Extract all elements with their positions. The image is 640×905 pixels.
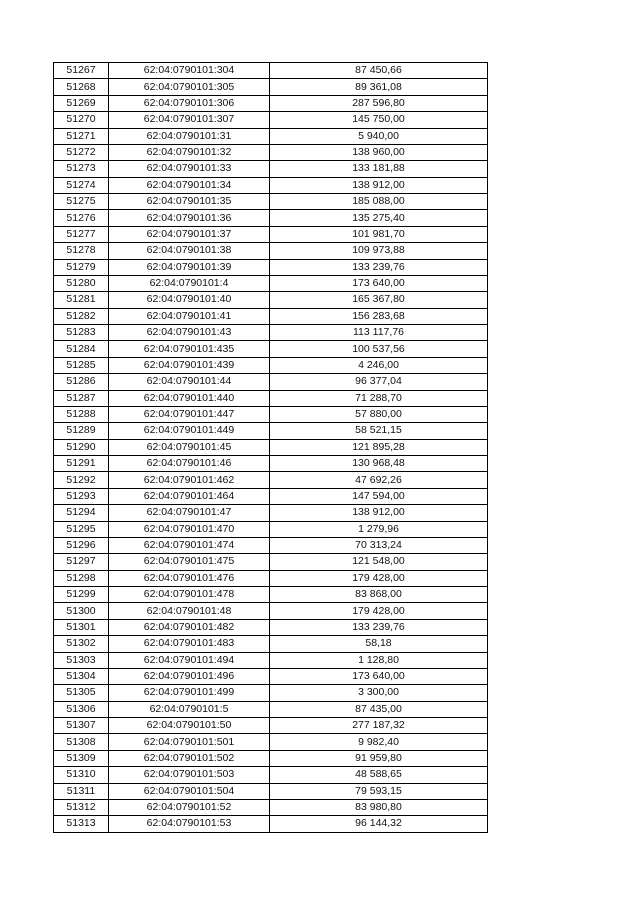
row-number-cell: 51271 [54,128,109,144]
cadastral-number-cell: 62:04:0790101:37 [109,226,270,242]
cadastral-number-cell: 62:04:0790101:34 [109,177,270,193]
row-number-cell: 51311 [54,783,109,799]
value-cell: 138 912,00 [270,505,488,521]
cadastral-number-cell: 62:04:0790101:504 [109,783,270,799]
value-cell: 133 239,76 [270,259,488,275]
row-number-cell: 51290 [54,439,109,455]
row-number-cell: 51299 [54,587,109,603]
row-number-cell: 51294 [54,505,109,521]
cadastral-number-cell: 62:04:0790101:499 [109,685,270,701]
row-number-cell: 51297 [54,554,109,570]
row-number-cell: 51310 [54,767,109,783]
table-row [54,79,488,95]
row-number-cell: 51280 [54,275,109,291]
value-cell: 83 980,80 [270,799,488,815]
value-cell: 135 275,40 [270,210,488,226]
row-number-cell: 51284 [54,341,109,357]
table-row [54,783,488,799]
value-cell: 133 239,76 [270,619,488,635]
table-row [54,619,488,635]
row-number-cell: 51306 [54,701,109,717]
row-number-cell: 51279 [54,259,109,275]
value-cell: 58,18 [270,636,488,652]
value-cell: 5 940,00 [270,128,488,144]
cadastral-number-cell: 62:04:0790101:38 [109,243,270,259]
row-number-cell: 51272 [54,144,109,160]
value-cell: 47 692,26 [270,472,488,488]
table-row [54,259,488,275]
value-cell: 185 088,00 [270,194,488,210]
table-row [54,505,488,521]
cadastral-number-cell: 62:04:0790101:464 [109,488,270,504]
table-row [54,406,488,422]
cadastral-number-cell: 62:04:0790101:474 [109,537,270,553]
value-cell: 48 588,65 [270,767,488,783]
cadastral-number-cell: 62:04:0790101:475 [109,554,270,570]
cadastral-number-cell: 62:04:0790101:483 [109,636,270,652]
cadastral-number-cell: 62:04:0790101:44 [109,374,270,390]
row-number-cell: 51283 [54,325,109,341]
table-row [54,668,488,684]
value-cell: 109 973,88 [270,243,488,259]
value-cell: 96 377,04 [270,374,488,390]
cadastral-number-cell: 62:04:0790101:48 [109,603,270,619]
row-number-cell: 51304 [54,668,109,684]
table-row [54,325,488,341]
value-cell: 57 880,00 [270,406,488,422]
cadastral-number-cell: 62:04:0790101:482 [109,619,270,635]
cadastral-number-cell: 62:04:0790101:435 [109,341,270,357]
cadastral-number-cell: 62:04:0790101:502 [109,750,270,766]
row-number-cell: 51276 [54,210,109,226]
value-cell: 83 868,00 [270,587,488,603]
cadastral-number-cell: 62:04:0790101:439 [109,357,270,373]
table-row [54,308,488,324]
value-cell: 113 117,76 [270,325,488,341]
row-number-cell: 51267 [54,63,109,79]
cadastral-number-cell: 62:04:0790101:496 [109,668,270,684]
table-row [54,701,488,717]
cadastral-number-cell: 62:04:0790101:47 [109,505,270,521]
value-cell: 70 313,24 [270,537,488,553]
cadastral-number-cell: 62:04:0790101:52 [109,799,270,815]
value-cell: 277 187,32 [270,718,488,734]
value-cell: 179 428,00 [270,603,488,619]
cadastral-number-cell: 62:04:0790101:40 [109,292,270,308]
cadastral-number-cell: 62:04:0790101:35 [109,194,270,210]
row-number-cell: 51286 [54,374,109,390]
value-cell: 89 361,08 [270,79,488,95]
table-row [54,816,488,832]
cadastral-number-cell: 62:04:0790101:41 [109,308,270,324]
value-cell: 287 596,80 [270,95,488,111]
row-number-cell: 51269 [54,95,109,111]
cadastral-value-table [53,62,488,833]
cadastral-number-cell: 62:04:0790101:4 [109,275,270,291]
table-row [54,488,488,504]
row-number-cell: 51278 [54,243,109,259]
cadastral-number-cell: 62:04:0790101:46 [109,456,270,472]
value-cell: 121 895,28 [270,439,488,455]
table-row [54,718,488,734]
table-row [54,390,488,406]
cadastral-number-cell: 62:04:0790101:304 [109,63,270,79]
value-cell: 96 144,32 [270,816,488,832]
cadastral-number-cell: 62:04:0790101:476 [109,570,270,586]
table-row [54,161,488,177]
table-row [54,423,488,439]
value-cell: 100 537,56 [270,341,488,357]
cadastral-number-cell: 62:04:0790101:306 [109,95,270,111]
table-row [54,472,488,488]
table-row [54,587,488,603]
cadastral-number-cell: 62:04:0790101:447 [109,406,270,422]
row-number-cell: 51303 [54,652,109,668]
cadastral-number-cell: 62:04:0790101:43 [109,325,270,341]
cadastral-number-cell: 62:04:0790101:478 [109,587,270,603]
value-cell: 87 450,66 [270,63,488,79]
table-row [54,226,488,242]
value-cell: 58 521,15 [270,423,488,439]
cadastral-number-cell: 62:04:0790101:53 [109,816,270,832]
table-row [54,128,488,144]
row-number-cell: 51298 [54,570,109,586]
table-row [54,570,488,586]
cadastral-number-cell: 62:04:0790101:50 [109,718,270,734]
row-number-cell: 51273 [54,161,109,177]
row-number-cell: 51307 [54,718,109,734]
table-row [54,357,488,373]
row-number-cell: 51281 [54,292,109,308]
table-row [54,554,488,570]
cadastral-number-cell: 62:04:0790101:36 [109,210,270,226]
table-row [54,374,488,390]
value-cell: 9 982,40 [270,734,488,750]
table-row [54,636,488,652]
cadastral-number-cell: 62:04:0790101:5 [109,701,270,717]
row-number-cell: 51292 [54,472,109,488]
table-row [54,243,488,259]
row-number-cell: 51289 [54,423,109,439]
row-number-cell: 51308 [54,734,109,750]
cadastral-number-cell: 62:04:0790101:440 [109,390,270,406]
cadastral-number-cell: 62:04:0790101:305 [109,79,270,95]
table-row [54,734,488,750]
cadastral-number-cell: 62:04:0790101:462 [109,472,270,488]
value-cell: 87 435,00 [270,701,488,717]
table-row [54,95,488,111]
row-number-cell: 51301 [54,619,109,635]
row-number-cell: 51313 [54,816,109,832]
row-number-cell: 51268 [54,79,109,95]
table-row [54,341,488,357]
cadastral-number-cell: 62:04:0790101:494 [109,652,270,668]
table-row [54,112,488,128]
row-number-cell: 51287 [54,390,109,406]
cadastral-number-cell: 62:04:0790101:503 [109,767,270,783]
cadastral-number-cell: 62:04:0790101:39 [109,259,270,275]
value-cell: 101 981,70 [270,226,488,242]
cadastral-number-cell: 62:04:0790101:470 [109,521,270,537]
table-row [54,194,488,210]
row-number-cell: 51275 [54,194,109,210]
cadastral-number-cell: 62:04:0790101:45 [109,439,270,455]
table-body [54,63,488,833]
row-number-cell: 51295 [54,521,109,537]
row-number-cell: 51274 [54,177,109,193]
cadastral-number-cell: 62:04:0790101:449 [109,423,270,439]
row-number-cell: 51305 [54,685,109,701]
table-row [54,275,488,291]
row-number-cell: 51288 [54,406,109,422]
table-row [54,144,488,160]
cadastral-number-cell: 62:04:0790101:32 [109,144,270,160]
table-row [54,537,488,553]
value-cell: 4 246,00 [270,357,488,373]
value-cell: 147 594,00 [270,488,488,504]
cadastral-number-cell: 62:04:0790101:307 [109,112,270,128]
value-cell: 173 640,00 [270,668,488,684]
table-row [54,521,488,537]
table-row [54,767,488,783]
row-number-cell: 51270 [54,112,109,128]
value-cell: 156 283,68 [270,308,488,324]
cadastral-number-cell: 62:04:0790101:501 [109,734,270,750]
table-row [54,603,488,619]
value-cell: 130 968,48 [270,456,488,472]
value-cell: 173 640,00 [270,275,488,291]
value-cell: 91 959,80 [270,750,488,766]
value-cell: 145 750,00 [270,112,488,128]
value-cell: 1 128,80 [270,652,488,668]
table-row [54,63,488,79]
table-row [54,292,488,308]
value-cell: 1 279,96 [270,521,488,537]
table-row [54,685,488,701]
row-number-cell: 51293 [54,488,109,504]
value-cell: 3 300,00 [270,685,488,701]
value-cell: 165 367,80 [270,292,488,308]
value-cell: 121 548,00 [270,554,488,570]
row-number-cell: 51277 [54,226,109,242]
row-number-cell: 51300 [54,603,109,619]
row-number-cell: 51296 [54,537,109,553]
table-row [54,750,488,766]
row-number-cell: 51309 [54,750,109,766]
row-number-cell: 51312 [54,799,109,815]
row-number-cell: 51291 [54,456,109,472]
row-number-cell: 51285 [54,357,109,373]
table-row [54,439,488,455]
row-number-cell: 51302 [54,636,109,652]
row-number-cell: 51282 [54,308,109,324]
value-cell: 138 960,00 [270,144,488,160]
table-row [54,177,488,193]
cadastral-number-cell: 62:04:0790101:33 [109,161,270,177]
table-row [54,456,488,472]
table-row [54,799,488,815]
value-cell: 138 912,00 [270,177,488,193]
value-cell: 133 181,88 [270,161,488,177]
value-cell: 71 288,70 [270,390,488,406]
table-row [54,210,488,226]
table-row [54,652,488,668]
value-cell: 79 593,15 [270,783,488,799]
cadastral-number-cell: 62:04:0790101:31 [109,128,270,144]
value-cell: 179 428,00 [270,570,488,586]
